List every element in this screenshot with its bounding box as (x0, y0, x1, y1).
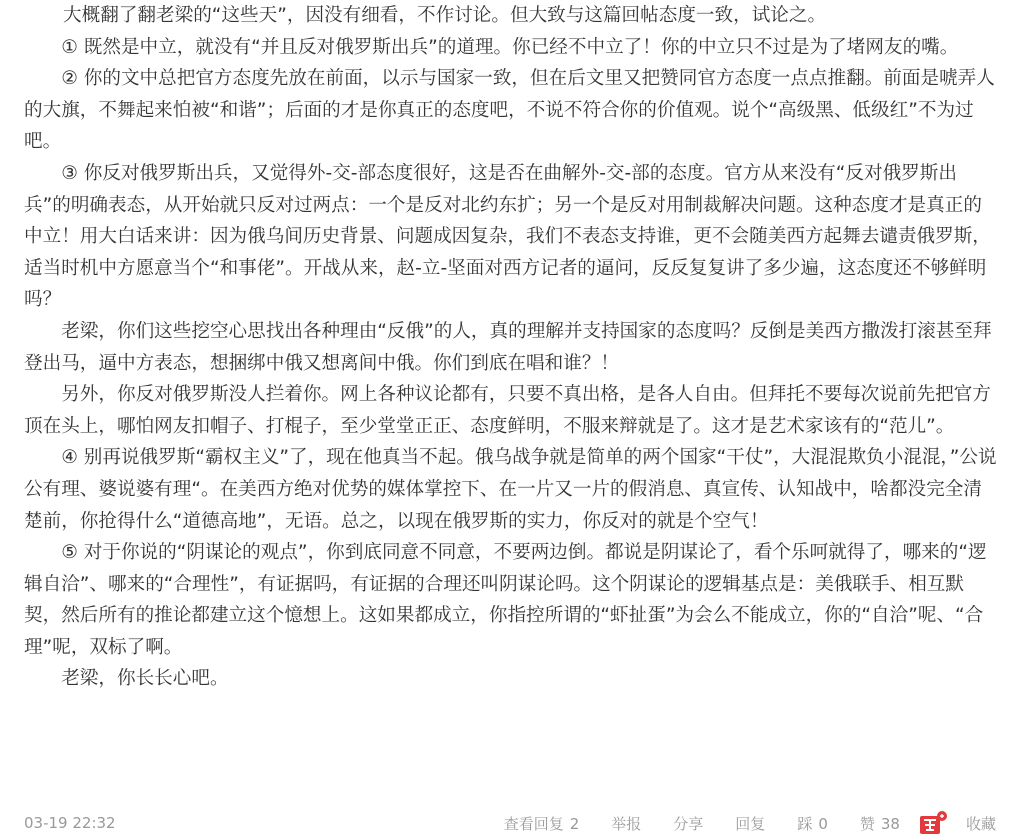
like-button[interactable] (860, 813, 900, 834)
like-label: 赞 (859, 814, 875, 833)
post-paragraph: ② 你的文中总把官方态度先放在前面，以示与国家一致，但在后文里又把赞同官方态度一点点推翻。前面是唬弄人的大旗，不舞起来怕被“和谐”；后面的才是你真正的态度吧，不说不符合你的价值观。说个“高级黑、低级红”不为过吧。 (24, 68, 995, 153)
hot-badge-icon[interactable] (918, 810, 948, 836)
post-paragraph: 另外，你反对俄罗斯没人拦着你。网上各种议论都有，只要不真出格，是各人自由。但拜托不要每次说前先把官方顶在头上，哪怕网友扣帽子、打棍子，至少堂堂正正、态度鲜明，不服来辩就是了。这才是艺术家该有的“范儿”。 (24, 384, 991, 437)
post-timestamp: 03-19 22:32 (24, 814, 116, 832)
view-replies-label: 查看回复 (503, 814, 564, 833)
like-count: 38 (880, 814, 900, 833)
collect-button[interactable]: 收藏 (965, 814, 996, 833)
post-paragraph: ① 既然是中立，就没有“并且反对俄罗斯出兵”的道理。你已经不中立了！你的中立只不过是为了堵网友的嘴。 (61, 36, 959, 58)
dislike-count: 0 (818, 814, 828, 833)
post-paragraph: 老梁，你长长心吧。 (61, 668, 229, 690)
reply-button[interactable]: 回复 (735, 814, 766, 833)
post-paragraph: 大概翻了翻老梁的“这些天”，因没有细看，不作讨论。但大致与这篇回帖态度一致，试论之。 (63, 5, 827, 26)
post-paragraph: ④ 别再说俄罗斯“霸权主义”了，现在他真当不起。俄乌战争就是简单的两个国家“干仗”，大混混欺负小混混，”公说公有理、婆说婆有理“。在美西方绝对优势的媒体掌控下、在一片又一片的假消息、真宣传、认知战中，啥都没完全清楚前，你抢得什么“道德高地”，无语。总之，以现在俄罗斯的实力，你反对的就是个空气！ (24, 447, 997, 532)
view-replies-button[interactable] (504, 813, 580, 834)
post-actions (504, 810, 996, 836)
post-content (24, 0, 1000, 695)
post-paragraph: ③ 你反对俄罗斯出兵，又觉得外-交-部态度很好，这是否在曲解外-交-部的态度。官方从来没有“反对俄罗斯出兵”的明确表态，从开始就只反对过两点：一个是反对北约东扩；另一个是反对用制裁解决问题。这种态度才是真正的中立！用大白话来讲：因为俄乌间历史背景、问题成因复杂，我们不表态支持谁，更不会随美西方起舞去谴责俄罗斯，适当时机中方愿意当个“和事佬”。开战从来，赵-立-坚面对西方记者的逼问，反反复复讲了多少遍，这态度还不够鲜明吗？ (24, 162, 991, 311)
dislike-label: 踩 (797, 814, 813, 833)
report-button[interactable]: 举报 (611, 814, 642, 833)
view-replies-count: 2 (569, 814, 580, 833)
dislike-button[interactable] (797, 813, 828, 834)
share-button[interactable]: 分享 (673, 814, 704, 833)
post-paragraph: ⑤ 对于你说的“阴谋论的观点”，你到底同意不同意，不要两边倒。都说是阴谋论了，看个乐呵就得了，哪来的“逻辑自洽”、哪来的“合理性”，有证据吗，有证据的合理还叫阴谋论吗。这个阴谋论的逻辑基点是：美俄联手、相互默契，然后所有的推论都建立这个憶想上。这如果都成立，你指控所谓的“虾扯蛋”为会么不能成立，你的“自洽”呢、“合理”呢，双标了啊。 (24, 542, 987, 658)
post-paragraph: 老梁，你们这些挖空心思找出各种理由“反俄”的人，真的理解并支持国家的态度吗？反倒是美西方撒泼打滚甚至拜登出马，逼中方表态，想捆绑中俄又想离间中俄。你们到底在唱和谁？！ (24, 320, 992, 374)
post-footer (24, 808, 996, 838)
